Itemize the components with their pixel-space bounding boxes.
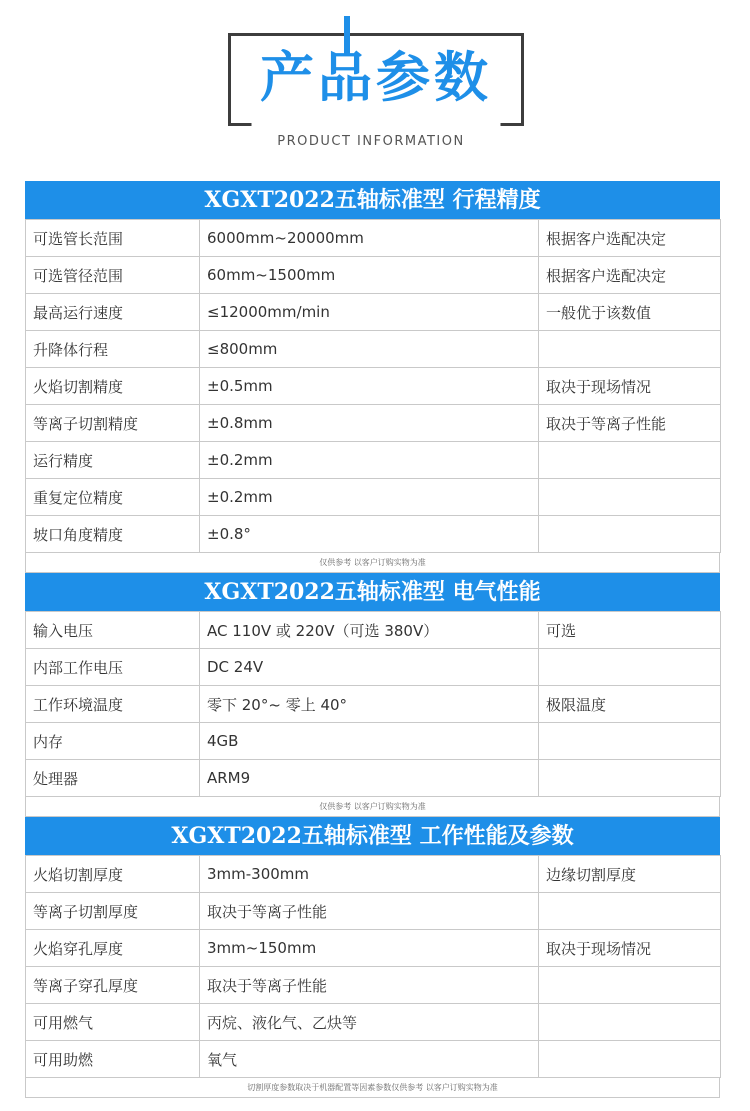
param-remark-cell	[539, 479, 721, 516]
section-note: 仅供参考 以客户订购实物为准	[25, 797, 720, 817]
param-value-cell: ARM9	[200, 760, 539, 797]
param-name-cell: 火焰切割厚度	[26, 856, 200, 893]
table-row	[26, 893, 721, 930]
param-remark-cell	[539, 516, 721, 553]
param-value-cell: ±0.5mm	[200, 368, 539, 405]
param-value-cell: ≤800mm	[200, 331, 539, 368]
param-value-cell: DC 24V	[200, 649, 539, 686]
table-row	[26, 930, 721, 967]
param-value-cell: ±0.8mm	[200, 405, 539, 442]
section-note: 仅供参考 以客户订购实物为准	[25, 553, 720, 573]
table-row	[26, 856, 721, 893]
param-remark-cell: 取决于现场情况	[539, 368, 721, 405]
param-remark-cell	[539, 760, 721, 797]
table-row	[26, 442, 721, 479]
param-value-cell: 3mm~150mm	[200, 930, 539, 967]
param-name-cell: 内存	[26, 723, 200, 760]
table-row	[26, 368, 721, 405]
param-remark-cell	[539, 1041, 721, 1078]
table-row	[26, 257, 721, 294]
table-row	[26, 967, 721, 1004]
param-remark-cell	[539, 1004, 721, 1041]
param-name-cell: 工作环境温度	[26, 686, 200, 723]
param-name-cell: 坡口角度精度	[26, 516, 200, 553]
param-remark-cell: 一般优于该数值	[539, 294, 721, 331]
table-row	[26, 649, 721, 686]
param-remark-cell: 取决于现场情况	[539, 930, 721, 967]
param-value-cell: 取决于等离子性能	[200, 967, 539, 1004]
param-name-cell: 等离子穿孔厚度	[26, 967, 200, 1004]
param-name-cell: 可用燃气	[26, 1004, 200, 1041]
spec-table	[25, 611, 721, 797]
param-value-cell: 6000mm~20000mm	[200, 220, 539, 257]
page-subtitle: PRODUCT INFORMATION	[277, 134, 465, 149]
section-header: XGXT2022五轴标准型 电气性能	[25, 573, 720, 611]
table-row	[26, 1004, 721, 1041]
param-remark-cell	[539, 331, 721, 368]
param-remark-cell	[539, 442, 721, 479]
spec-tables	[25, 181, 720, 1098]
page-header	[0, 0, 750, 180]
param-value-cell: 零下 20°~ 零上 40°	[200, 686, 539, 723]
param-value-cell: ±0.8°	[200, 516, 539, 553]
table-row	[26, 612, 721, 649]
param-value-cell: AC 110V 或 220V（可选 380V）	[200, 612, 539, 649]
param-name-cell: 内部工作电压	[26, 649, 200, 686]
table-row	[26, 220, 721, 257]
table-row	[26, 760, 721, 797]
param-name-cell: 输入电压	[26, 612, 200, 649]
table-row	[26, 331, 721, 368]
param-name-cell: 可选管长范围	[26, 220, 200, 257]
param-remark-cell: 根据客户选配决定	[539, 257, 721, 294]
table-row	[26, 686, 721, 723]
table-row	[26, 479, 721, 516]
param-name-cell: 最高运行速度	[26, 294, 200, 331]
param-remark-cell	[539, 893, 721, 930]
param-value-cell: 4GB	[200, 723, 539, 760]
param-remark-cell	[539, 649, 721, 686]
param-name-cell: 火焰切割精度	[26, 368, 200, 405]
param-remark-cell: 根据客户选配决定	[539, 220, 721, 257]
param-value-cell: ±0.2mm	[200, 479, 539, 516]
section-note: 切割厚度参数取决于机器配置等因素参数仅供参考 以客户订购实物为准	[25, 1078, 720, 1098]
table-row	[26, 723, 721, 760]
param-name-cell: 等离子切割精度	[26, 405, 200, 442]
param-value-cell: 氧气	[200, 1041, 539, 1078]
param-value-cell: 取决于等离子性能	[200, 893, 539, 930]
spec-table	[25, 855, 721, 1078]
table-row	[26, 294, 721, 331]
param-remark-cell	[539, 967, 721, 1004]
table-row	[26, 1041, 721, 1078]
spec-table	[25, 219, 721, 553]
param-remark-cell: 可选	[539, 612, 721, 649]
table-row	[26, 405, 721, 442]
param-name-cell: 处理器	[26, 760, 200, 797]
param-remark-cell	[539, 723, 721, 760]
param-value-cell: 3mm-300mm	[200, 856, 539, 893]
param-remark-cell: 边缘切割厚度	[539, 856, 721, 893]
param-value-cell: ≤12000mm/min	[200, 294, 539, 331]
param-value-cell: 60mm~1500mm	[200, 257, 539, 294]
param-name-cell: 升降体行程	[26, 331, 200, 368]
table-row	[26, 516, 721, 553]
param-name-cell: 运行精度	[26, 442, 200, 479]
param-name-cell: 等离子切割厚度	[26, 893, 200, 930]
param-name-cell: 火焰穿孔厚度	[26, 930, 200, 967]
param-name-cell: 重复定位精度	[26, 479, 200, 516]
param-value-cell: ±0.2mm	[200, 442, 539, 479]
param-name-cell: 可选管径范围	[26, 257, 200, 294]
section-header: XGXT2022五轴标准型 工作性能及参数	[25, 817, 720, 855]
page-title: 产品参数	[260, 46, 492, 109]
param-name-cell: 可用助燃	[26, 1041, 200, 1078]
param-remark-cell: 取决于等离子性能	[539, 405, 721, 442]
section-header: XGXT2022五轴标准型 行程精度	[25, 181, 720, 219]
param-value-cell: 丙烷、液化气、乙炔等	[200, 1004, 539, 1041]
param-remark-cell: 极限温度	[539, 686, 721, 723]
